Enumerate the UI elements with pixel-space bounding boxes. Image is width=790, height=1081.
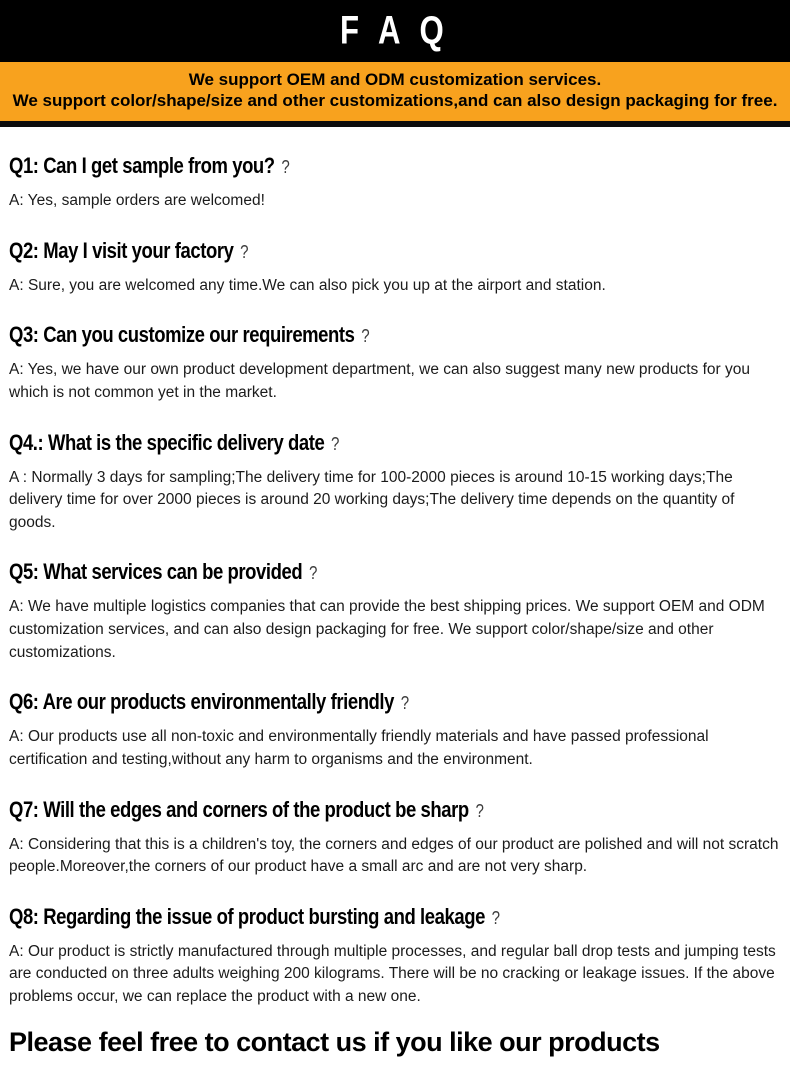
faq-item-7: [9, 797, 780, 879]
faq-list: [0, 127, 790, 1009]
question-text: Q8: Regarding the issue of product bursting and leakage: [9, 903, 485, 929]
faq-item-4: [9, 430, 780, 535]
question-heading: [9, 322, 657, 348]
faq-item-8: [9, 904, 780, 1009]
question-mark: ?: [281, 157, 290, 177]
question-heading: [9, 559, 657, 585]
faq-item-3: [9, 322, 780, 404]
question-text: Q5: What services can be provided: [9, 559, 303, 585]
promo-banner-line-1: We support OEM and ODM customization services.: [188, 70, 602, 89]
answer-text: A: Our products use all non-toxic and environmentally friendly materials and have passed professional certification and testing,without any harm to organisms and the environment.: [9, 728, 709, 768]
question-mark: ?: [331, 433, 340, 454]
answer-text: A: Sure, you are welcomed any time.We can also pick you up at the airport and station.: [9, 276, 606, 294]
answer-text: A: Our product is strictly manufactured through multiple processes, and regular ball drop tests and jumping tests are conducted on three adults weighing 200 kilograms. There will be no cracking or leakage issues. If the above problems occur, we can replace the product with a new one.: [9, 942, 776, 1005]
question-mark: ?: [361, 326, 370, 347]
question-text: Q1: Can I get sample from you?: [9, 153, 275, 178]
answer-text: A : Normally 3 days for sampling;The delivery time for 100-2000 pieces is around 10-15 working days;The delivery time for over 2000 pieces is around 20 working days;The delivery time depends on the quantity of goods.: [9, 468, 735, 531]
faq-item-5: [9, 559, 780, 664]
answer-text: A: We have multiple logistics companies that can provide the best shipping prices. We support OEM and ODM customization services, and can also design packaging for free. We support color/shape/size and other customizations.: [9, 598, 765, 661]
contact-invitation: Please feel free to contact us if you like our products: [9, 1026, 660, 1057]
question-text: Q7: Will the edges and corners of the product be sharp: [9, 796, 469, 822]
question-heading: [9, 904, 657, 930]
faq-item-1: [9, 153, 780, 213]
question-mark: ?: [475, 800, 484, 821]
question-heading: [9, 153, 657, 179]
question-heading: [9, 238, 657, 264]
faq-item-6: [9, 689, 780, 771]
question-heading: [9, 797, 657, 823]
promo-banner: [0, 62, 790, 121]
question-text: Q2: May I visit your factory: [9, 237, 234, 263]
question-mark: ?: [491, 907, 501, 928]
faq-title: F A Q: [340, 8, 450, 53]
question-mark: ?: [400, 693, 410, 714]
question-mark: ?: [240, 241, 249, 262]
question-text: Q3: Can you customize our requirements: [9, 322, 355, 348]
question-mark: ?: [308, 563, 318, 584]
faq-item-2: [9, 238, 780, 298]
question-text: Q6: Are our products environmentally friendly: [9, 689, 395, 715]
question-heading: [9, 430, 657, 456]
answer-text: A: Considering that this is a children's toy, the corners and edges of our product are polished and will not scratch people.Moreover,the corners of our product have a small arc and are not very sharp.: [9, 835, 779, 876]
question-heading: [9, 689, 657, 715]
answer-text: A: Yes, we have our own product development department, we can also suggest many new products for you which is not common yet in the market.: [9, 361, 750, 401]
question-text: Q4.: What is the specific delivery date: [9, 429, 325, 455]
answer-text: A: Yes, sample orders are welcomed!: [9, 192, 265, 209]
promo-banner-line-2: We support color/shape/size and other customizations,and can also design packaging for free.: [12, 91, 778, 110]
faq-header-bar: [0, 0, 790, 62]
